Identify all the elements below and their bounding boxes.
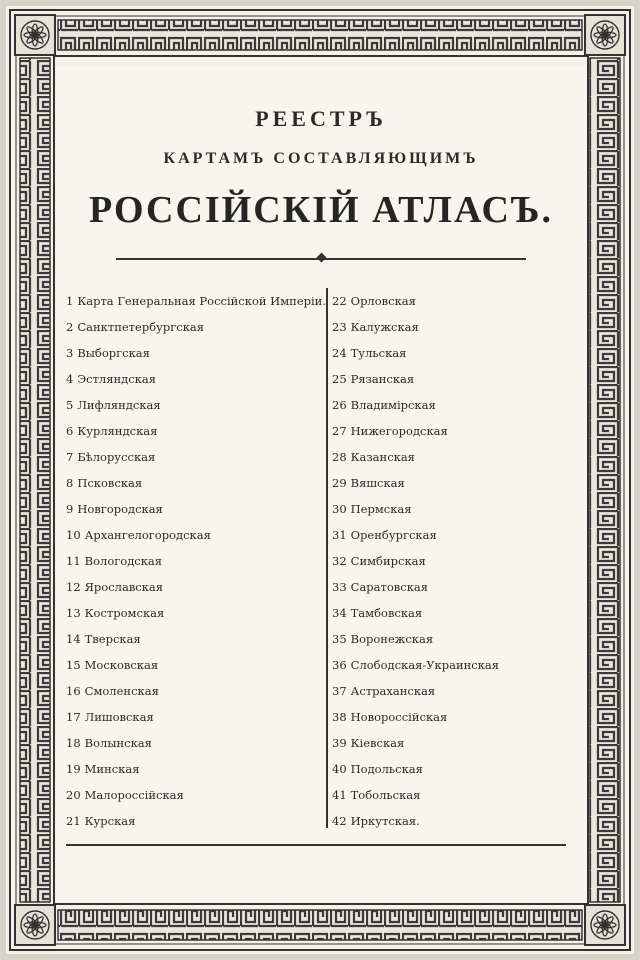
map-number: 11 — [66, 554, 81, 568]
map-list-item — [332, 392, 582, 418]
map-region-name: Оренбургская — [350, 528, 437, 542]
map-region-name: Тульская — [350, 346, 407, 360]
title-atlas-name: РОССІЙСКІЙ АТЛАСЪ. — [88, 189, 554, 231]
map-number: 26 — [332, 398, 347, 412]
atlas-title-page — [6, 6, 634, 954]
map-region-name: Выборгская — [77, 346, 150, 360]
map-list-left-column — [66, 288, 324, 834]
map-list-item — [66, 756, 324, 782]
map-region-name: Казанская — [350, 450, 415, 464]
map-number: 38 — [332, 710, 347, 724]
map-region-name: Орловская — [350, 294, 416, 308]
rosette-ornament-icon — [585, 15, 625, 55]
map-list-item — [332, 496, 582, 522]
map-region-name: Архангелогородская — [84, 528, 211, 542]
map-list-item — [66, 314, 324, 340]
map-region-name: Новгородская — [77, 502, 163, 516]
map-list-item — [66, 522, 324, 548]
map-number: 12 — [66, 580, 81, 594]
map-number: 42 — [332, 814, 347, 828]
map-number: 40 — [332, 762, 347, 776]
map-number: 29 — [332, 476, 347, 490]
map-number: 32 — [332, 554, 347, 568]
map-region-name: Тамбовская — [350, 606, 423, 620]
map-number: 10 — [66, 528, 81, 542]
map-region-name: Саратовская — [350, 580, 429, 594]
map-number: 22 — [332, 294, 347, 308]
map-region-name: Тобольская — [350, 788, 421, 802]
map-list-item — [66, 678, 324, 704]
map-number: 39 — [332, 736, 347, 750]
map-region-name: Иркутская. — [350, 814, 420, 828]
map-list-item — [66, 392, 324, 418]
map-region-name: Московская — [84, 658, 159, 672]
column-divider — [326, 288, 328, 828]
map-list-item — [332, 782, 582, 808]
map-region-name: Санктпетербургская — [77, 320, 205, 334]
map-number: 23 — [332, 320, 347, 334]
map-region-name: Волынская — [84, 736, 152, 750]
map-list-item — [332, 288, 582, 314]
map-list-item — [332, 574, 582, 600]
map-list-item — [66, 340, 324, 366]
map-list-item — [332, 444, 582, 470]
map-number: 20 — [66, 788, 81, 802]
map-number: 37 — [332, 684, 347, 698]
map-number: 2 — [66, 320, 74, 334]
map-list-item — [66, 496, 324, 522]
map-region-name: Воронежская — [350, 632, 434, 646]
map-list-item — [66, 548, 324, 574]
map-number: 25 — [332, 372, 347, 386]
map-region-name: Подольская — [350, 762, 423, 776]
map-list-item — [66, 626, 324, 652]
map-list-item — [66, 600, 324, 626]
map-list-item — [332, 548, 582, 574]
map-region-name: Новороссійская — [350, 710, 448, 724]
rosette-ornament-icon — [15, 15, 55, 55]
bottom-divider-rule — [66, 844, 566, 846]
map-region-name: Астраханская — [350, 684, 436, 698]
map-number: 30 — [332, 502, 347, 516]
map-region-name: Вологодская — [84, 554, 163, 568]
map-list-item — [332, 418, 582, 444]
map-number: 7 — [66, 450, 74, 464]
map-list-item — [66, 288, 324, 314]
map-number: 33 — [332, 580, 347, 594]
map-list-item — [66, 444, 324, 470]
map-list-item — [66, 808, 324, 834]
map-list-item — [332, 678, 582, 704]
map-region-name: Смоленская — [84, 684, 159, 698]
map-list-item — [332, 470, 582, 496]
map-number: 14 — [66, 632, 81, 646]
map-number: 34 — [332, 606, 347, 620]
title-subtitle: КАРТАМЪ СОСТАВЛЯЮЩИМЪ — [163, 150, 479, 167]
map-number: 15 — [66, 658, 81, 672]
map-number: 8 — [66, 476, 74, 490]
map-region-name: Владимірская — [350, 398, 436, 412]
map-number: 31 — [332, 528, 347, 542]
map-number: 41 — [332, 788, 347, 802]
map-region-name: Эстляндская — [77, 372, 156, 386]
map-region-name: Вяшская — [350, 476, 405, 490]
map-region-name: Псковская — [77, 476, 143, 490]
title-panel — [56, 66, 586, 902]
map-region-name: Ярославская — [84, 580, 164, 594]
map-list-item — [332, 600, 582, 626]
map-list-item — [66, 418, 324, 444]
rosette-ornament-icon — [585, 905, 625, 945]
map-list-item — [332, 808, 582, 834]
map-region-name: Минская — [84, 762, 140, 776]
map-number: 18 — [66, 736, 81, 750]
map-number: 21 — [66, 814, 81, 828]
map-number: 28 — [332, 450, 347, 464]
map-region-name: Слободская-Украинская — [350, 658, 500, 672]
map-list-item — [66, 574, 324, 600]
map-list-item — [332, 626, 582, 652]
map-number: 27 — [332, 424, 347, 438]
map-number: 6 — [66, 424, 74, 438]
map-number: 24 — [332, 346, 347, 360]
map-region-name: Малороссійская — [84, 788, 184, 802]
map-region-name: Лифляндская — [77, 398, 161, 412]
map-number: 5 — [66, 398, 74, 412]
map-list-item — [66, 782, 324, 808]
map-region-name: Курская — [84, 814, 136, 828]
title-registry: РЕЕСТРЪ — [255, 106, 387, 131]
map-list-item — [332, 730, 582, 756]
map-number: 36 — [332, 658, 347, 672]
map-list-item — [332, 756, 582, 782]
map-region-name: Пермская — [350, 502, 412, 516]
map-region-name: Карта Генеральная Россійской Имперіи. — [77, 294, 326, 308]
map-number: 19 — [66, 762, 81, 776]
map-list-item — [332, 652, 582, 678]
map-number: 17 — [66, 710, 81, 724]
map-list-item — [66, 730, 324, 756]
map-number: 4 — [66, 372, 74, 386]
map-region-name: Бѣлорусская — [77, 450, 156, 464]
map-list-item — [332, 704, 582, 730]
map-region-name: Лишовская — [84, 710, 154, 724]
map-number: 16 — [66, 684, 81, 698]
map-number: 1 — [66, 294, 74, 308]
map-list-item — [66, 704, 324, 730]
map-number: 35 — [332, 632, 347, 646]
map-number: 3 — [66, 346, 74, 360]
map-region-name: Нижегородская — [350, 424, 448, 438]
map-list-right-column — [332, 288, 582, 834]
map-list-item — [332, 314, 582, 340]
map-region-name: Рязанская — [350, 372, 415, 386]
map-list-item — [332, 366, 582, 392]
map-region-name: Калужская — [350, 320, 419, 334]
map-list-item — [332, 522, 582, 548]
map-list-item — [66, 470, 324, 496]
map-number: 9 — [66, 502, 74, 516]
map-region-name: Костромская — [84, 606, 165, 620]
map-region-name: Курляндская — [77, 424, 158, 438]
rosette-ornament-icon — [15, 905, 55, 945]
map-list-item — [66, 652, 324, 678]
map-number: 13 — [66, 606, 81, 620]
map-region-name: Симбирская — [350, 554, 426, 568]
map-list-item — [332, 340, 582, 366]
divider-diamond-icon — [317, 253, 327, 263]
map-region-name: Тверская — [84, 632, 141, 646]
map-list-item — [66, 366, 324, 392]
map-region-name: Кіевская — [350, 736, 405, 750]
